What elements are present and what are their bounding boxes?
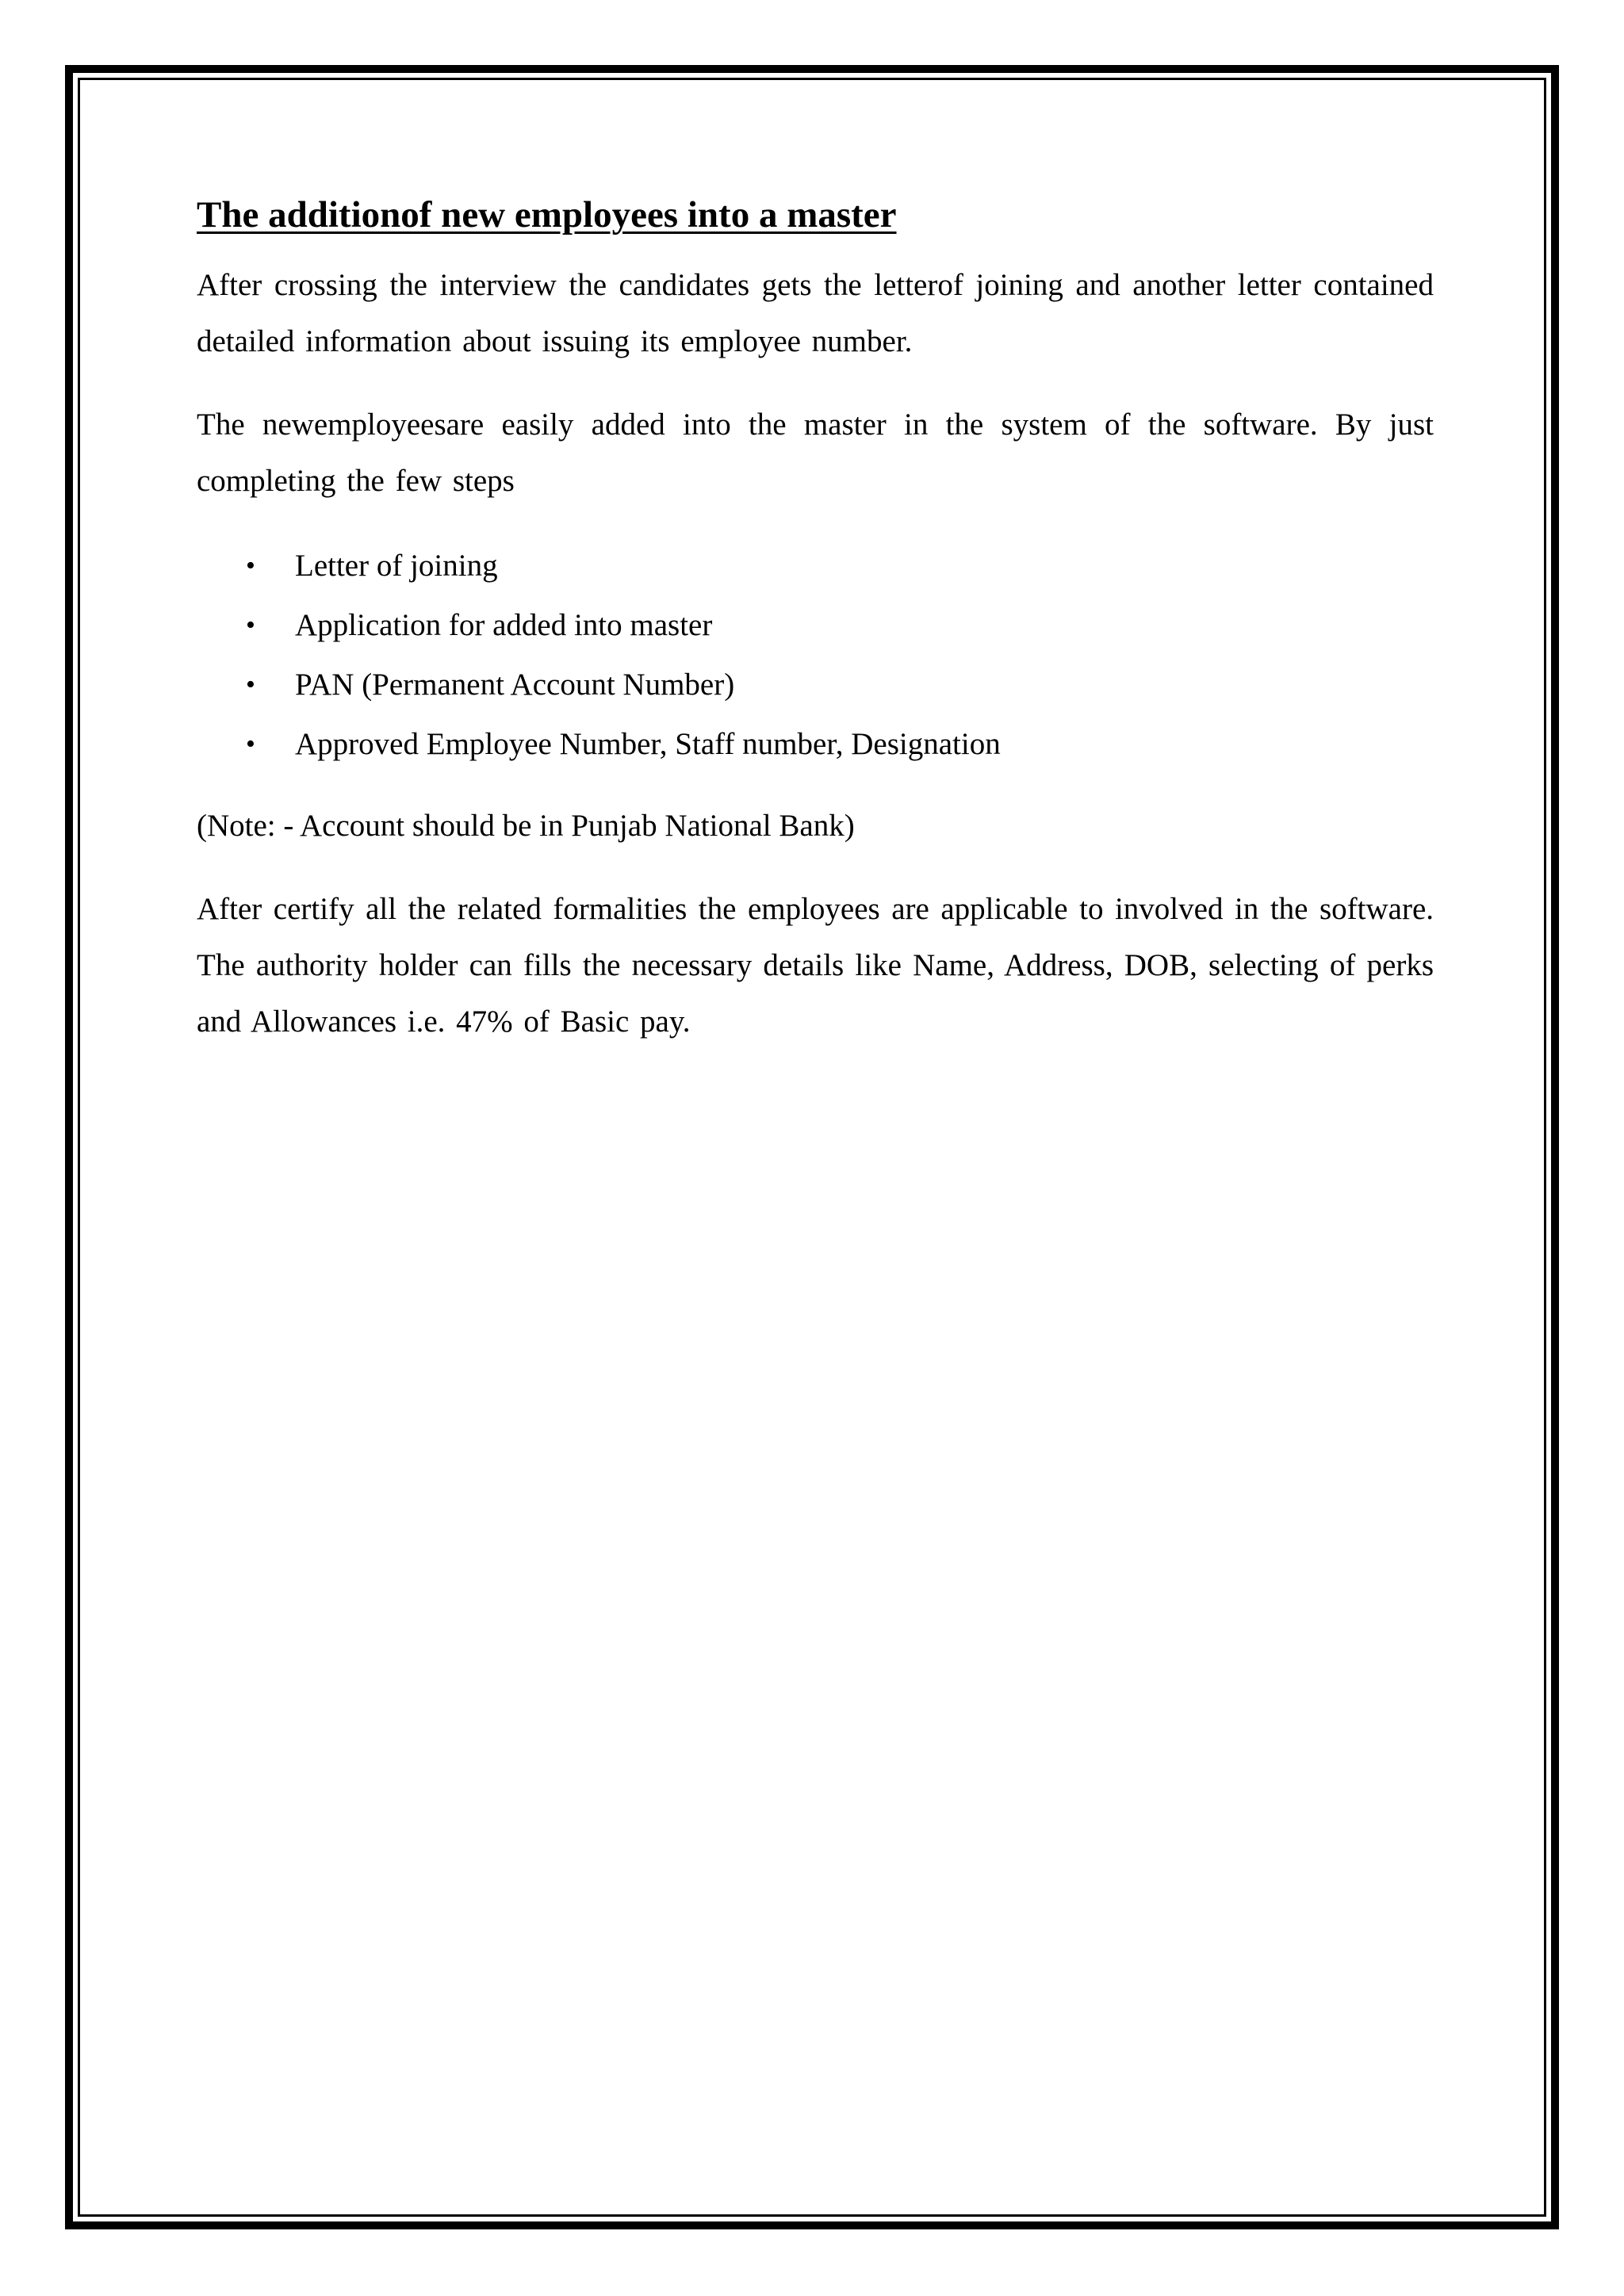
steps-intro-paragraph: The newemployeesare easily added into the master in the system of the software. By just completing the few steps — [197, 408, 1434, 498]
step-text: Application for added into master — [295, 608, 713, 642]
step-text: Letter of joining — [295, 549, 498, 583]
bullet-icon: • — [246, 729, 255, 759]
list-item — [197, 655, 1434, 714]
bullet-icon: • — [246, 551, 255, 580]
list-item — [197, 714, 1434, 774]
document-title: The additionof new employees into a master — [197, 194, 897, 235]
list-item — [197, 536, 1434, 595]
step-text: Approved Employee Number, Staff number, Designation — [295, 727, 1001, 761]
bullet-icon: • — [246, 610, 255, 640]
note-text: (Note: - Account should be in Punjab National Bank) — [197, 809, 855, 843]
intro-paragraph: After crossing the interview the candidates gets the letterof joining and another letter contained detailed information about issuing its employee number. — [197, 268, 1434, 358]
steps-list — [197, 536, 1434, 774]
closing-paragraph: After certify all the related formalities the employees are applicable to involved in the software. The authority holder can fills the necessary details like Name, Address, DOB, selecting of perks and Allowances i.e. 47% of Basic pay. — [197, 892, 1434, 1039]
bullet-icon: • — [246, 670, 255, 699]
list-item — [197, 595, 1434, 655]
step-text: PAN (Permanent Account Number) — [295, 668, 735, 702]
document-content — [197, 190, 1434, 1077]
